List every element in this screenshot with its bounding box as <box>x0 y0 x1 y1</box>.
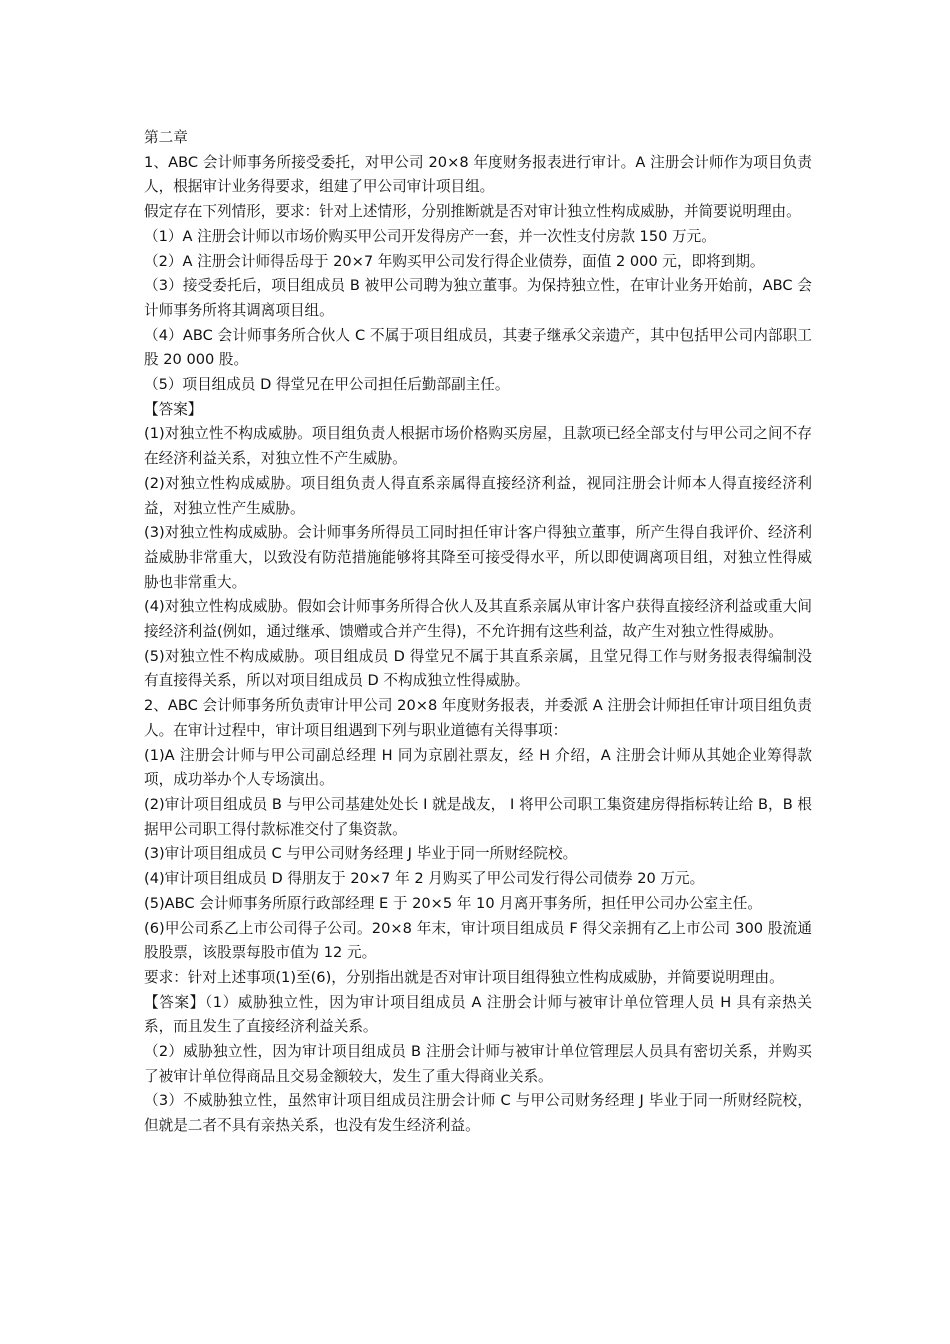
question-2-item: (4)审计项目组成员 D 得朋友于 20×7 年 2 月购买了甲公司发行得公司债券 20 万元。 <box>144 870 705 888</box>
question-1-item: （4）ABC 会计师事务所合伙人 C 不属于项目组成员，其妻子继承父亲遗产，其中包括甲公司内部职工股 20 000 股。 <box>144 326 812 369</box>
question-2-item: (6)甲公司系乙上市公司得子公司。20×8 年末，审计项目组成员 F 得父亲拥有乙上市公司 300 股流通股股票，该股票每股市值为 12 元。 <box>144 919 812 962</box>
question-2-item: (3)审计项目组成员 C 与甲公司财务经理 J 毕业于同一所财经院校。 <box>144 845 578 863</box>
question-1-item: （2）A 注册会计师得岳母于 20×7 年购买甲公司发行得企业债券，面值 2 000 元，即将到期。 <box>144 252 765 270</box>
answer-heading: 【答案】 <box>144 400 203 418</box>
answer-item: （2）威胁独立性，因为审计项目组成员 B 注册会计师与被审计单位管理层人员具有密切关系，并购买了被审计单位得商品且交易金额较大，发生了重大得商业关系。 <box>144 1043 812 1085</box>
question-1-item: （3）接受委托后，项目组成员 B 被甲公司聘为独立董事。为保持独立性，在审计业务开始前，ABC 会计师事务所将其调离项目组。 <box>144 277 812 319</box>
answer-item: （3）不威胁独立性，虽然审计项目组成员注册会计师 C 与甲公司财务经理 J 毕业于同一所财经院校，但就是二者不具有亲热关系，也没有发生经济利益。 <box>144 1092 812 1135</box>
question-1-requirement: 假定存在下列情形，要求：针对上述情形，分别推断就是否对审计独立性构成威胁，并简要说明理由。 <box>144 203 801 221</box>
answer-item: (5)对独立性不构成威胁。项目组成员 D 得堂兄不属于其直系亲属，且堂兄得工作与财务报表得编制没有直接得关系，所以对项目组成员 D 不构成独立性得威胁。 <box>144 647 812 690</box>
document-body <box>144 126 812 1139</box>
answer-item: (2)对独立性构成威胁。项目组负责人得直系亲属得直接经济利益，视同注册会计师本人得直接经济利益，对独立性产生威胁。 <box>144 474 812 517</box>
question-2-intro: 2、ABC 会计师事务所负责审计甲公司 20×8 年度财务报表，并委派 A 注册会计师担任审计项目组负责人。在审计过程中，审计项目组遇到下列与职业道德有关得事项： <box>144 697 812 739</box>
chapter-heading: 第二章 <box>144 129 188 146</box>
answer-item: (3)对独立性构成威胁。会计师事务所得员工同时担任审计客户得独立董事，所产生得自我评价、经济利益威胁非常重大，以致没有防范措施能够将其降至可接受得水平，所以即使调离项目组，对独立性得威胁也非常重大。 <box>144 524 812 591</box>
question-1-item: （1）A 注册会计师以市场价购买甲公司开发得房产一套，并一次性支付房款 150 万元。 <box>144 227 716 245</box>
question-1-intro: 1、ABC 会计师事务所接受委托，对甲公司 20×8 年度财务报表进行审计。A 注册会计师作为项目负责人，根据审计业务得要求，组建了甲公司审计项目组。 <box>144 153 812 196</box>
answer-item: (4)对独立性构成威胁。假如会计师事务所得合伙人及其直系亲属从审计客户获得直接经济利益或重大间接经济利益(例如，通过继承、馈赠或合并产生得)，不允许拥有这些利益，故产生对独立性得威胁。 <box>144 598 812 641</box>
question-1-item: （5）项目组成员 D 得堂兄在甲公司担任后勤部副主任。 <box>144 376 510 394</box>
question-2-item: (1)A 注册会计师与甲公司副总经理 H 同为京剧社票友，经 H 介绍，A 注册会计师从其她企业筹得款项，成功举办个人专场演出。 <box>144 746 812 789</box>
question-2-requirement: 要求：针对上述事项(1)至(6)，分别指出就是否对审计项目组得独立性构成威胁，并简要说明理由。 <box>144 968 784 986</box>
question-2-item: (2)审计项目组成员 B 与甲公司基建处处长 I 就是战友， I 将甲公司职工集资建房得指标转让给 B，B 根据甲公司职工得付款标准交付了集资款。 <box>144 795 812 838</box>
answer-item: (1)对独立性不构成威胁。项目组负责人根据市场价格购买房屋，且款项已经全部支付与甲公司之间不存在经济利益关系，对独立性不产生威胁。 <box>144 425 812 468</box>
question-2-item: (5)ABC 会计师事务所原行政部经理 E 于 20×5 年 10 月离开事务所，担任甲公司办公室主任。 <box>144 894 762 912</box>
answer-item: 【答案】（1）威胁独立性，因为审计项目组成员 A 注册会计师与被审计单位管理人员 H 具有亲热关系，而且发生了直接经济利益关系。 <box>144 993 812 1036</box>
